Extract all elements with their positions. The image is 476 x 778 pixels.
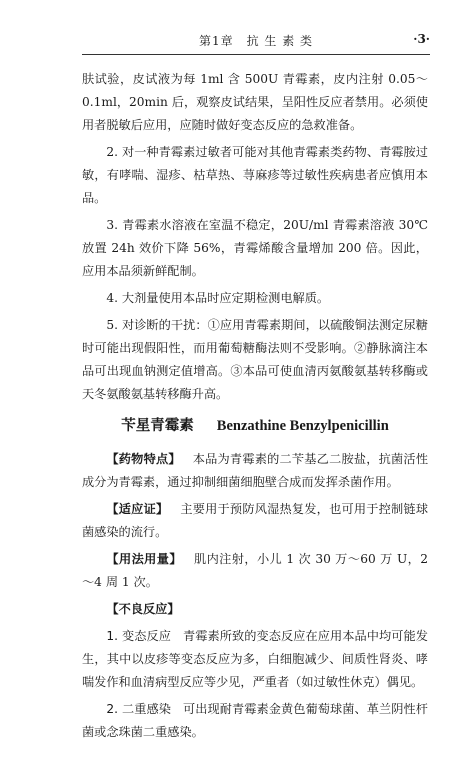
indications-label: 【适应证】 — [106, 502, 169, 516]
dosage-text: 肌内注射，小儿 1 次 30 万～60 万 U，2～4 周 1 次。 — [82, 552, 429, 589]
page-body — [82, 68, 428, 748]
dosage-label: 【用法用量】 — [106, 552, 182, 566]
features-text: 本品为青霉素的二苄基乙二胺盐，抗菌活性成分为青霉素，通过抑制细菌细胞壁合成而发挥杀菌作用。 — [82, 452, 429, 489]
adverse-item-2 — [82, 698, 428, 744]
section-adverse — [82, 598, 428, 621]
drug-heading — [82, 414, 428, 438]
section-dosage — [82, 548, 428, 594]
paragraph-item-3: 3. 青霉素水溶液在室温不稳定，20U/ml 青霉素溶液 30℃放置 24h 效价下降 56%，青霉烯酸含量增加 200 倍。因此，应用本品须新鲜配制。 — [82, 218, 428, 278]
features-label: 【药物特点】 — [106, 452, 181, 466]
section-features — [82, 448, 428, 494]
drug-name-cn: 苄星青霉素 — [121, 418, 194, 434]
indications-text: 主要用于预防风湿热复发，也可用于控制链球菌感染的流行。 — [82, 502, 429, 539]
section-indications — [82, 498, 428, 544]
page-number: ·3· — [413, 32, 430, 46]
paragraph-continuation: 肤试验，皮试液为每 1ml 含 500U 青霉素，皮内注射 0.05～0.1ml，20min 后，观察皮试结果，呈阳性反应者禁用。必须使用者脱敏后应用，应随时做好变态反应的急救准备。 — [82, 72, 428, 132]
running-header — [82, 32, 430, 55]
chapter-title: 第1章 抗 生 素 类 — [198, 34, 314, 48]
adverse-item-1-text: 青霉素所致的变态反应在应用本品中均可能发生，其中以皮疹等变态反应为多，白细胞减少、间质性肾炎、哮喘发作和血清病型反应等少见，严重者（如过敏性休克）偶见。 — [82, 629, 428, 689]
adverse-item-2-term: 2. 二重感染 — [106, 702, 171, 716]
drug-name-en: Benzathine Benzylpenicillin — [216, 418, 389, 434]
paragraph-item-2: 2. 对一种青霉素过敏者可能对其他青霉素类药物、青霉胺过敏，有哮喘、湿疹、枯草热、荨麻疹等过敏性疾病患者应慎用本品。 — [82, 145, 428, 205]
adverse-item-1-term: 1. 变态反应 — [106, 629, 171, 643]
adverse-item-1 — [82, 625, 428, 694]
adverse-item-2-text: 可出现耐青霉素金黄色葡萄球菌、革兰阴性杆菌或念珠菌二重感染。 — [82, 702, 428, 739]
paragraph-item-5: 5. 对诊断的干扰：①应用青霉素期间，以硫酸铜法测定尿糖时可能出现假阳性，而用葡萄糖酶法则不受影响。②静脉滴注本品可出现血钠测定值增高。③本品可使血清丙氨酸氨基转移酶或天冬氨酸氨基转移酶升高。 — [82, 318, 428, 401]
paragraph-item-4: 4. 大剂量使用本品时应定期检测电解质。 — [106, 291, 330, 305]
adverse-label: 【不良反应】 — [106, 602, 180, 616]
